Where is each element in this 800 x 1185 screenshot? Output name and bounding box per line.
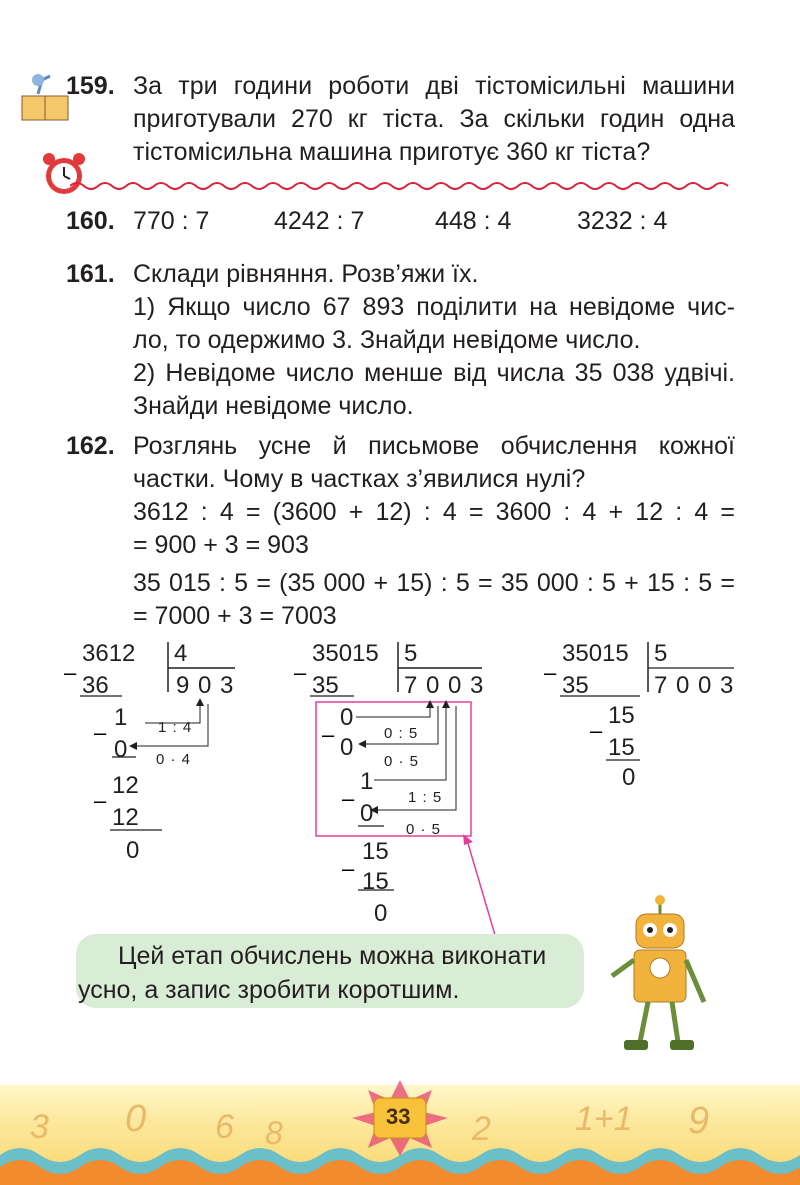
helper-note: 1 : 5 [408,789,443,806]
svg-text:–: – [294,660,307,685]
text-line: Знайди невідоме число. [133,392,414,420]
expression: 4242 : 7 [274,207,365,235]
text-line: частки. Чому в частках з’явилися нулі? [133,465,586,493]
task-number: 161. [66,260,115,288]
divisor: 5 [654,640,668,667]
task-number: 160. [66,207,115,235]
step-value: 12 [112,804,139,831]
step-value: 0 [374,900,388,927]
svg-text:–: – [342,786,355,811]
svg-text:–: – [94,720,107,745]
long-division-3 [540,640,740,790]
dividend: 3612 [82,640,136,667]
text-line: За три години роботи дві тістомісильні машини [133,72,735,100]
speech-bubble [76,934,584,1008]
text-line: тістомісильна машина приготує 360 кг тіста? [133,138,651,166]
divisor: 4 [174,640,188,667]
pointer-arrow [455,830,505,940]
footer-digit: 0 [125,1098,147,1140]
footer-digit: 3 [30,1108,49,1146]
text-line: приготували 270 кг тіста. За скільки годин одна [133,105,735,133]
helper-note: 0 · 5 [384,753,420,770]
step-value: 0 [114,736,128,763]
footer-digit: 6 [215,1108,234,1146]
footer-digit: 1+1 [575,1100,633,1138]
bubble-text: Цей етап обчислень можна виконати [118,942,547,970]
helper-note: 0 : 5 [384,725,419,742]
svg-text:–: – [544,660,557,685]
step-value: 35 [312,672,339,699]
task-number: 162. [66,432,115,460]
svg-text:–: – [322,722,335,747]
equation-line: = 900 + 3 = 903 [133,531,309,559]
step-value: 35 [562,672,589,699]
bubble-text: усно, а запис зробити коротшим. [78,976,460,1004]
quotient: 7 0 0 3 [404,672,485,699]
step-value: 12 [112,772,139,799]
quotient: 9 0 3 [176,672,235,699]
text-line: ло, то одержимо 3. Знайди невідоме число. [133,326,641,354]
step-value: 1 [114,704,128,731]
step-value: 15 [362,838,389,865]
expression: 770 : 7 [133,207,210,235]
step-value: 15 [608,702,635,729]
robot-icon [600,890,720,1060]
equation-line: 35 015 : 5 = (35 000 + 15) : 5 = 35 000 : 5 + 15 : 5 = [133,569,735,597]
svg-text:–: – [94,788,107,813]
svg-text:–: – [590,718,603,743]
step-value: 1 [360,768,374,795]
svg-text:–: – [342,856,355,881]
text-line: 1) Якщо число 67 893 поділити на невідоме чис- [133,293,735,321]
expression: 3232 : 4 [577,207,668,235]
text-line: Склади рівняння. Розв’яжи їх. [133,260,479,288]
page-number: 33 [386,1104,411,1129]
equation-line: 3612 : 4 = (3600 + 12) : 4 = 3600 : 4 + 12 : 4 = [133,498,735,526]
svg-text:–: – [64,660,77,685]
footer-digit: 8 [265,1115,283,1151]
quotient: 7 0 0 3 [654,672,735,699]
step-value: 0 [340,734,354,761]
dividend: 35015 [312,640,379,667]
expression: 448 : 4 [435,207,512,235]
long-division-1 [60,640,260,870]
step-value: 15 [362,868,389,895]
step-value: 0 [360,800,374,827]
step-value: 0 [340,704,354,731]
divisor: 5 [404,640,418,667]
helper-note: 1 : 4 [158,719,193,736]
text-line: 2) Невідоме число менше від числа 35 038 удвічі. [133,359,735,387]
task-number: 159. [66,72,115,100]
footer-digit: 9 [688,1100,710,1142]
equation-line: = 7000 + 3 = 7003 [133,602,337,630]
step-value: 0 [622,764,636,791]
helper-note: 0 · 4 [156,751,192,768]
step-value: 0 [126,837,140,864]
step-value: 15 [608,734,635,761]
text-line: Розглянь усне й письмове обчислення кожної [133,432,735,460]
footer-digit: 2 [472,1110,491,1148]
step-value: 36 [82,672,109,699]
helper-note: 0 · 5 [406,821,442,838]
lamp-book-icon [20,72,72,124]
wavy-divider [70,180,740,192]
dividend: 35015 [562,640,629,667]
